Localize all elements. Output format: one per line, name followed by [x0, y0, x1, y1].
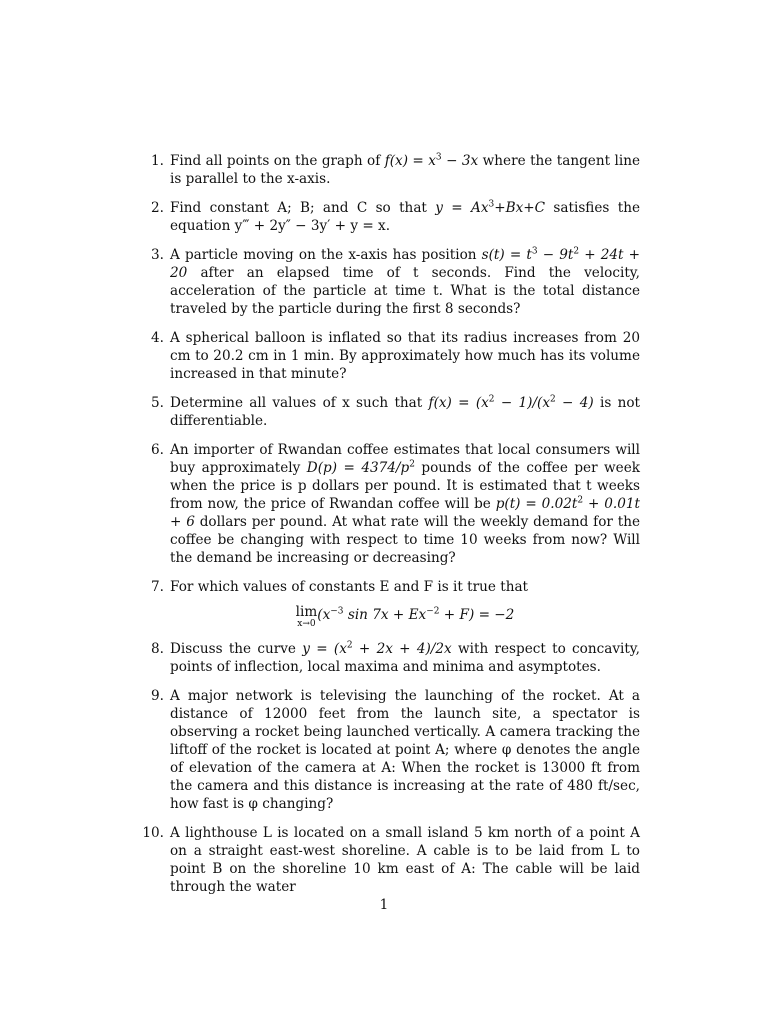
problem-item: 5. Determine all values of x such that $f(x) = (x^2 - 1)/(x^2 - 4)$ is not differentiable. [134, 394, 640, 430]
problem-item: 7. For which values of constants E and F is it true that lim x→0 ($x^{-3}$ $\sin 7x + Ex^{-2} + F) = -2$ [134, 578, 640, 629]
problem-number: 5. [151, 395, 164, 411]
problem-number: 2. [151, 200, 164, 216]
problem-item: 8. Discuss the curve $y = (x^2 + 2x + 4)/2x$ with respect to concavity, points of inflection, local maxima and minima and asymptotes. [134, 640, 640, 676]
limit-equation: lim x→0 ($x^{-3}$ $\sin 7x + Ex^{-2} + F) = -2$ [295, 604, 515, 629]
problem-number: 7. [151, 579, 164, 595]
problem-item: 6. An importer of Rwandan coffee estimates that local consumers will buy approximately $D(p) = 4374/p^2$ pounds of the coffee per week when the price is p dollars per pound. It is estimated that t weeks from now, the price of Rwandan coffee will be $p(t) = 0.02t^2 + 0.01t + 6$ dollars per pound. At what rate will the weekly demand for the coffee be changing with respect to time 10 weeks from now? Will the demand be increasing or decreasing? [134, 441, 640, 567]
problem-number: 6. [151, 442, 164, 458]
problem-list [134, 152, 640, 907]
problem-item: 2. Find constant A; B; and C so that $y = Ax^3+Bx+C$ satisfies the equation y‴ + 2y″ − 3y′ + y = x. [134, 199, 640, 235]
problem-number: 10. [142, 825, 164, 841]
problem-number: 4. [151, 330, 164, 346]
problem-item: 10. A lighthouse L is located on a small island 5 km north of a point A on a straight east-west shoreline. A cable is to be laid from L to point B on the shoreline 10 km east of A: The cable will be laid through the water [134, 824, 640, 896]
problem-item: 9. A major network is televising the launching of the rocket. At a distance of 12000 feet from the launch site, a spectator is observing a rocket being launched vertically. A camera tracking the liftoff of the rocket is located at point A; where φ denotes the angle of elevation of the camera at A: When the rocket is 13000 ft from the camera and this distance is increasing at the rate of 480 ft/sec, how fast is φ changing? [134, 687, 640, 813]
problem-number: 1. [151, 153, 164, 169]
page-number: 1 [379, 897, 389, 913]
problem-item: 1. Find all points on the graph of $f(x) = x^3 - 3x$ where the tangent line is parallel to the x-axis. [134, 152, 640, 188]
problem-item: 3. A particle moving on the x-axis has position $s(t) = t^3 - 9t^2 + 24t + 20$ after an elapsed time of t seconds. Find the velocity, acceleration of the particle at time t. What is the total distance traveled by the particle during the first 8 seconds? [134, 246, 640, 318]
problem-number: 3. [151, 247, 164, 263]
problem-number: 9. [151, 688, 164, 704]
problem-item: 4. A spherical balloon is inflated so that its radius increases from 20 cm to 20.2 cm in 1 min. By approximately how much has its volume increased in that minute? [134, 329, 640, 383]
problem-number: 8. [151, 641, 164, 657]
